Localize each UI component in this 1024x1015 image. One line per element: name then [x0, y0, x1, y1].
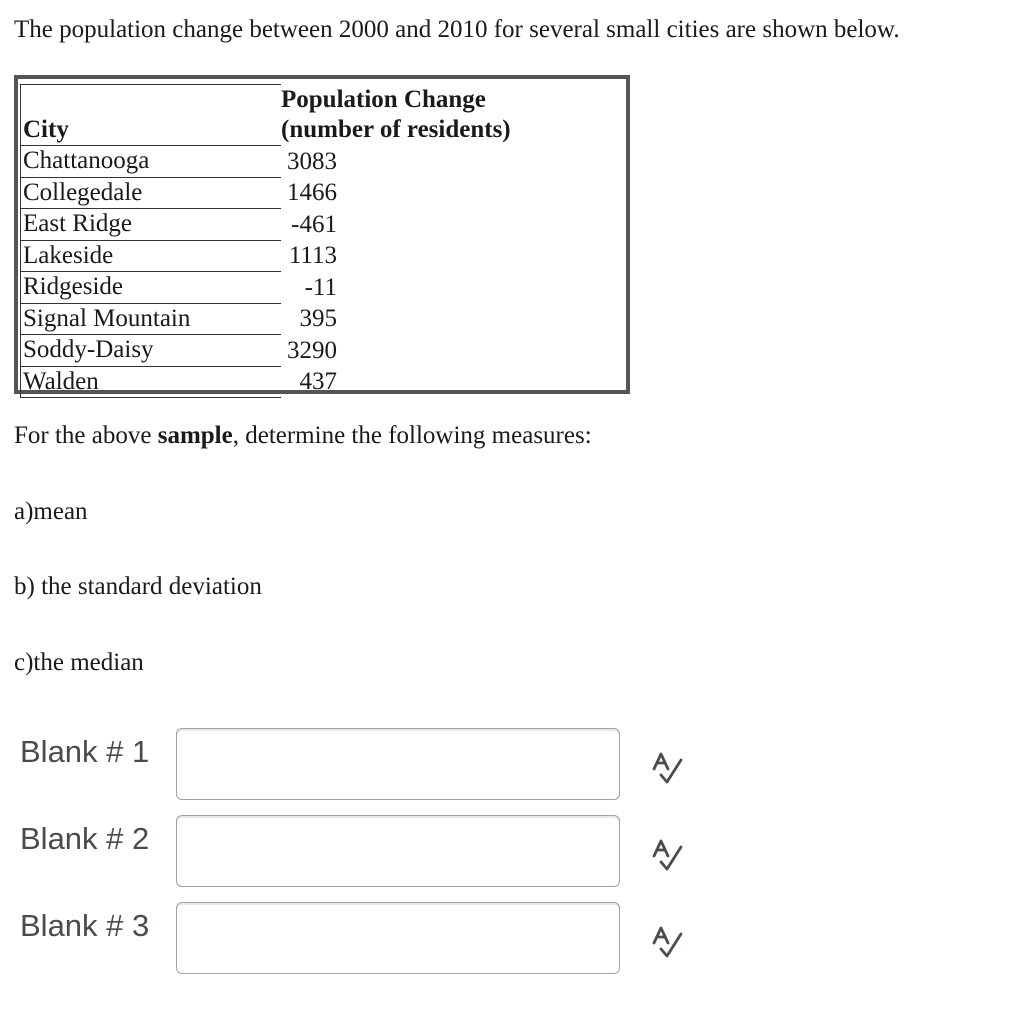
table-header-row	[21, 85, 582, 146]
question-b: b) the standard deviation	[14, 573, 262, 600]
header-population-change	[281, 85, 582, 146]
blank-row-2	[20, 815, 700, 889]
table-row	[21, 272, 582, 304]
question-c: c)the median	[14, 649, 144, 676]
population-change-value: 1113	[288, 242, 337, 269]
spell-check-icon[interactable]	[648, 922, 688, 962]
spell-check-icon[interactable]	[648, 835, 688, 875]
instruction-before: For the above	[14, 422, 158, 449]
city-name: Chattanooga	[21, 146, 282, 178]
table-row	[21, 240, 582, 272]
city-name: East Ridge	[21, 209, 282, 241]
blank-2-input[interactable]	[176, 815, 620, 887]
blank-3-input[interactable]	[176, 902, 620, 974]
table-row	[21, 366, 582, 398]
city-name: Collegedale	[21, 177, 282, 209]
blank-1-input[interactable]	[176, 728, 620, 800]
population-change-value: 3083	[287, 147, 337, 175]
table-row	[21, 335, 582, 367]
population-change-value: 3290	[287, 336, 337, 364]
instruction-text	[14, 421, 592, 451]
question-a: a)mean	[14, 498, 88, 525]
blank-label: Blank # 1	[20, 734, 150, 769]
intro-text: The population change between 2000 and 2010 for several small cities are shown below.	[14, 16, 900, 43]
city-name: Signal Mountain	[21, 303, 282, 335]
table-row	[21, 177, 582, 209]
blank-row-1	[20, 728, 700, 802]
population-table	[20, 84, 582, 398]
header-city: City	[21, 85, 282, 146]
header-change-line2: (number of residents)	[281, 116, 511, 143]
table-row	[21, 209, 582, 241]
spell-check-icon[interactable]	[648, 748, 688, 788]
instruction-after: , determine the following measures:	[232, 422, 592, 449]
population-change-value: 1466	[287, 179, 337, 206]
city-name: Soddy-Daisy	[21, 335, 282, 367]
header-change-line1: Population Change	[281, 85, 486, 113]
blank-row-3	[20, 902, 700, 976]
table-row	[21, 146, 582, 178]
blank-label: Blank # 2	[20, 821, 150, 856]
city-name: Walden	[21, 366, 282, 398]
instruction-bold: sample	[157, 422, 233, 449]
table-row	[21, 303, 582, 335]
city-name: Ridgeside	[21, 272, 282, 304]
population-table-frame	[14, 75, 630, 394]
blank-label: Blank # 3	[20, 908, 150, 943]
population-change-value: -11	[304, 273, 337, 301]
city-name: Lakeside	[21, 240, 282, 272]
population-change-value: 395	[299, 305, 337, 332]
population-change-value: -461	[291, 210, 337, 238]
population-change-value: 437	[299, 368, 337, 395]
